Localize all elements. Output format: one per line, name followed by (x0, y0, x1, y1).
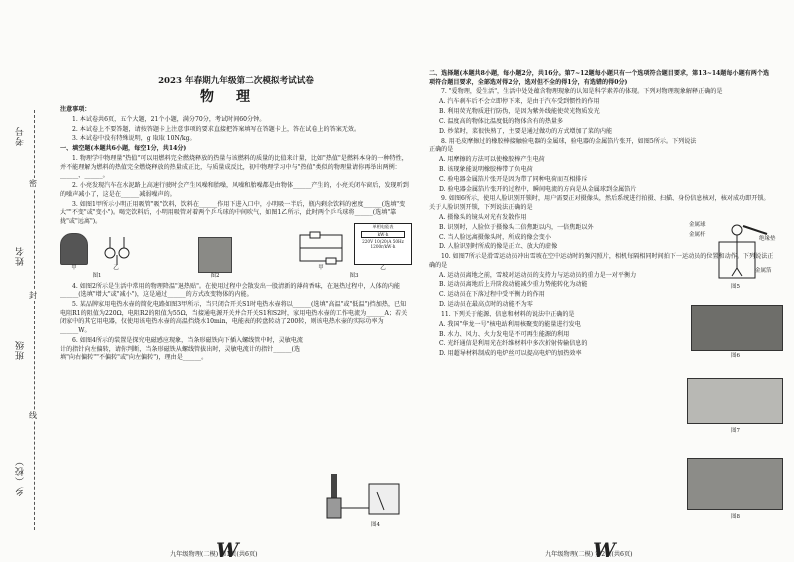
q8-option: C. 验电器金属箔片张开是因为带了同种电荷而互相排斥 (439, 175, 588, 183)
question-3: 3. 如图1甲所示小明正用吸管"吸"饮料，饮料在______作用下进入口中，小明吸一半后，瓶内剩余饮料的密度______(选填"变大""不变"或"变小")。喝完饮料后，小明用吸管对着两个乒乓球的中间吹气，如图1乙所示，此时两个乒乓球将______(选填"靠拢"或"远离")。 (60, 200, 406, 225)
q10-option: D. 运动员在最高点时的动能不为零 (439, 301, 533, 309)
seal-mark: 封 (29, 291, 37, 300)
fig4-caption: 图4 (371, 522, 380, 528)
fig5-insulator-label: 绝缘垫 (759, 236, 776, 242)
exam-title: 2023 年春期九年级第二次模拟考试试卷 (158, 76, 314, 86)
q7-option: C. 温度高的物体比温度低的物体含有的热量多 (439, 117, 564, 125)
right-footer: 九年级物理(二模) 第2页(共6页) (545, 551, 633, 558)
meter-rev: 1200r/kW·h (370, 244, 396, 250)
section1-heading: 一、填空题(本题共6小题，每空1分，共14分) (60, 145, 187, 153)
fig5-foil-label: 金属箔 (755, 268, 772, 274)
figure-3 (296, 223, 412, 281)
seal-mark: 线 (29, 411, 37, 420)
question-2: 2. 小亮发现汽车在水泥路上高速行驶时会产生风噪和胎噪，风噪和胎噪都是由物体______产生的，小亮关闭车窗后，发现听到的噪声减小了，这是在______减弱噪声的。 (60, 182, 409, 198)
q7-option: A. 汽车刹车后不会立即停下来，是由于汽车受到惯性的作用 (439, 98, 600, 106)
q10-option: C. 运动员在下落过程中受平衡力的作用 (439, 291, 545, 299)
question-1: 1. 物理学中物理量"热值"可以用燃料完全燃烧释放的热量与该燃料的质量的比值来计量，比如"热值"是燃料本身的一种特性，并不能理解为燃料的热值完全燃烧释放的热量成正比，与质量成反比，初中物理学习中与"热值"类似的物理量请你再举出两例：______、______。 (60, 155, 408, 180)
q8-option: A. 用摩擦的方法可以使橡胶棒产生电荷 (439, 156, 545, 164)
question-8: 8. 用毛皮摩擦过的橡胶棒接触验电器的金属球，验电器的金属箔片张开，如图5所示。下列说法正确的是 (429, 137, 697, 154)
fig3a-label: 甲 (318, 265, 324, 272)
meter-title: 单相电能表 (372, 224, 394, 230)
q11-option: A. 我国"华龙一号"核电站利用核聚变的能量进行发电 (439, 320, 581, 328)
fig3-caption: 图3 (349, 272, 359, 279)
note-item: 3. 本试卷中没有特殊说明，g 取取 10N/kg。 (72, 135, 196, 143)
q11-option: C. 光纤通信是利用光在纤维材料中多次折射传输信息的 (439, 340, 588, 348)
figure-6-image (691, 305, 783, 351)
figure-1a-image (60, 233, 88, 265)
class-label: 班级 (16, 340, 26, 360)
question-5: 5. 某品牌家用电热水壶的简化电路如图3甲所示，当只闭合开关S1时电热水壶将以______(选填"高温"或"低温")挡加热，已知电阻R1的阻值为220Ω，电阻R2的阻值为55Ω，当接通电源开关并合开关S1和S2时，家用电热水壶的工作电流为______A；若关闭家中的其它用电器，仅使用该电热水壶的高温挡烧水10min，电能表的转盘转动了200转，则该电热水壶的实际功率为______W。 (60, 301, 408, 335)
note-item: 2. 本试卷上不要答题，请按答题卡上注意事项的要求直接把答案填写在答题卡上，答在试卷上的答案无效。 (72, 125, 361, 133)
fig8-caption: 图8 (731, 514, 740, 520)
fig3b-label: 乙 (380, 265, 386, 272)
right-page (425, 0, 794, 562)
q8-option: D. 验电器金属箔片张开的过程中，瞬间电流的方向是从金属球到金属箔片 (439, 185, 637, 193)
binding-margin (0, 0, 56, 562)
figure-4-apparatus (325, 470, 405, 520)
figure-4 (325, 470, 405, 528)
meter-reading: kW·h (361, 231, 405, 238)
school-label: 乡（校） (16, 456, 26, 496)
q8-option: B. 该现象能说明橡胶棒带了负电荷 (439, 165, 533, 173)
fig2-caption: 图2 (210, 272, 220, 279)
watermark: W (216, 538, 239, 562)
figure-8-image (687, 458, 783, 510)
figure-2 (198, 237, 232, 281)
question-4: 4. 如图2所示是生活中常用的物理降温"退热贴"。在使用过程中会散发出一股清新的薄荷香味，在退热过程中，人体的内能______(选填"增大"或"减小")，这是通过______的方式改变物体的内能。 (60, 282, 401, 299)
figure-1 (60, 233, 134, 281)
question-7: 7. "爱物理，爱生活"，生活中处处蕴含物理现象的认知是科学素养的体现。下列对物理现象解释正确的是 (441, 88, 723, 96)
fig1a-label: 甲 (71, 265, 77, 272)
electroscope-drawing (697, 222, 787, 284)
figure-1b-balls (98, 235, 134, 265)
fig6-caption: 图6 (731, 353, 740, 359)
q9-option: D. 人脸识别时所成的像是正立、放大的虚像 (439, 243, 558, 251)
question-6: 6. 如图4所示的装置是探究电磁感应现象，当条形磁铁向下插入螺线管中时，灵敏电流计的指针向左偏转，请你判断，当条形磁铁从螺线管拔出时，灵敏电流计的指针______(选填"向右偏转""不偏转"或"向左偏转")，理由是______。 (60, 336, 304, 362)
left-footer: 九年级物理(二模) 第1页(共6页) (170, 551, 258, 558)
q7-option: D. 炒菜时，菜很快熟了，主要是通过做功的方式增加了菜的内能 (439, 127, 613, 135)
fig1b-label: 乙 (113, 265, 119, 272)
note-item: 1. 本试卷共6页，五个大题，21个小题，满分70分，考试时间60分钟。 (72, 115, 266, 123)
figure-5 (689, 222, 787, 292)
figure-row-1-3 (60, 224, 412, 281)
section2-heading: 二、选择题(本题共8小题，每小题2分，共16分。第7~12题每小题只有一个选项符合题目要求，第13~14题每小题有两个选项符合题目要求，全部选对得2分，选对但不全的得1分，有选错的得0分) (429, 70, 770, 86)
question-11: 11. 下列关于能源、信息和材料的说法中正确的是 (441, 310, 575, 318)
fig5-ball-label: 金属球 (689, 222, 706, 228)
q9-option: B. 识别时，人脸位于摄像头二倍焦距以内，一倍焦距以外 (439, 223, 594, 231)
fig7-caption: 图7 (731, 428, 740, 434)
meter-spec: 220V 10(20)A 50Hz (362, 238, 404, 244)
notes-heading: 注意事项： (60, 106, 91, 113)
exam-no-label: 考号 (16, 126, 26, 146)
question-9: 9. 如图6所示，使用人脸识别开锁时，用户需要正对摄像头，然后系统进行拍摄、扫描、身份信息核对，核对成功即开锁。关于人脸识别开锁，下列说法正确的是 (429, 195, 770, 212)
q7-option: B. 利用荧光物质进行防伪，是因为紫外线能使荧光物质发光 (439, 108, 600, 116)
watermark: W (593, 538, 616, 562)
q10-option: A. 运动员离地之前，雪坡对运动员的支持力与运动员的重力是一对平衡力 (439, 271, 637, 279)
name-label: 姓名 (16, 246, 26, 266)
figure-2-image (198, 237, 232, 273)
q9-option: A. 摄像头的镜头对光有发散作用 (439, 213, 527, 221)
q10-option: B. 运动员离地后上升阶段动能减少重力势能转化为动能 (439, 281, 588, 289)
q11-option: D. 用超导材料制成的电炉丝可以提高电炉的加热效率 (439, 350, 582, 358)
q9-option: C. 当人脸远离摄像头时，所成的像会变小 (439, 233, 551, 241)
seal-mark: 密 (29, 179, 37, 188)
figure-7-image (687, 378, 783, 424)
seal-line (34, 110, 35, 530)
question-10: 10. 如图7所示是滑雪运动员冲出雪坡在空中运动时的频闪照片，相机每隔相同时间拍下一运动员的位置和动作。下列说法正确的是 (429, 253, 774, 269)
q11-option: B. 水力、风力、火力发电是不可再生能源的利用 (439, 330, 570, 338)
fig5-rod-label: 金属杆 (689, 232, 706, 238)
fig1-caption: 图1 (92, 272, 102, 279)
fig5-caption: 图5 (731, 284, 740, 290)
subject-title: 物理 (200, 89, 272, 105)
energy-meter (354, 223, 412, 265)
left-content (60, 106, 412, 364)
figure-3a-circuit (296, 231, 346, 265)
